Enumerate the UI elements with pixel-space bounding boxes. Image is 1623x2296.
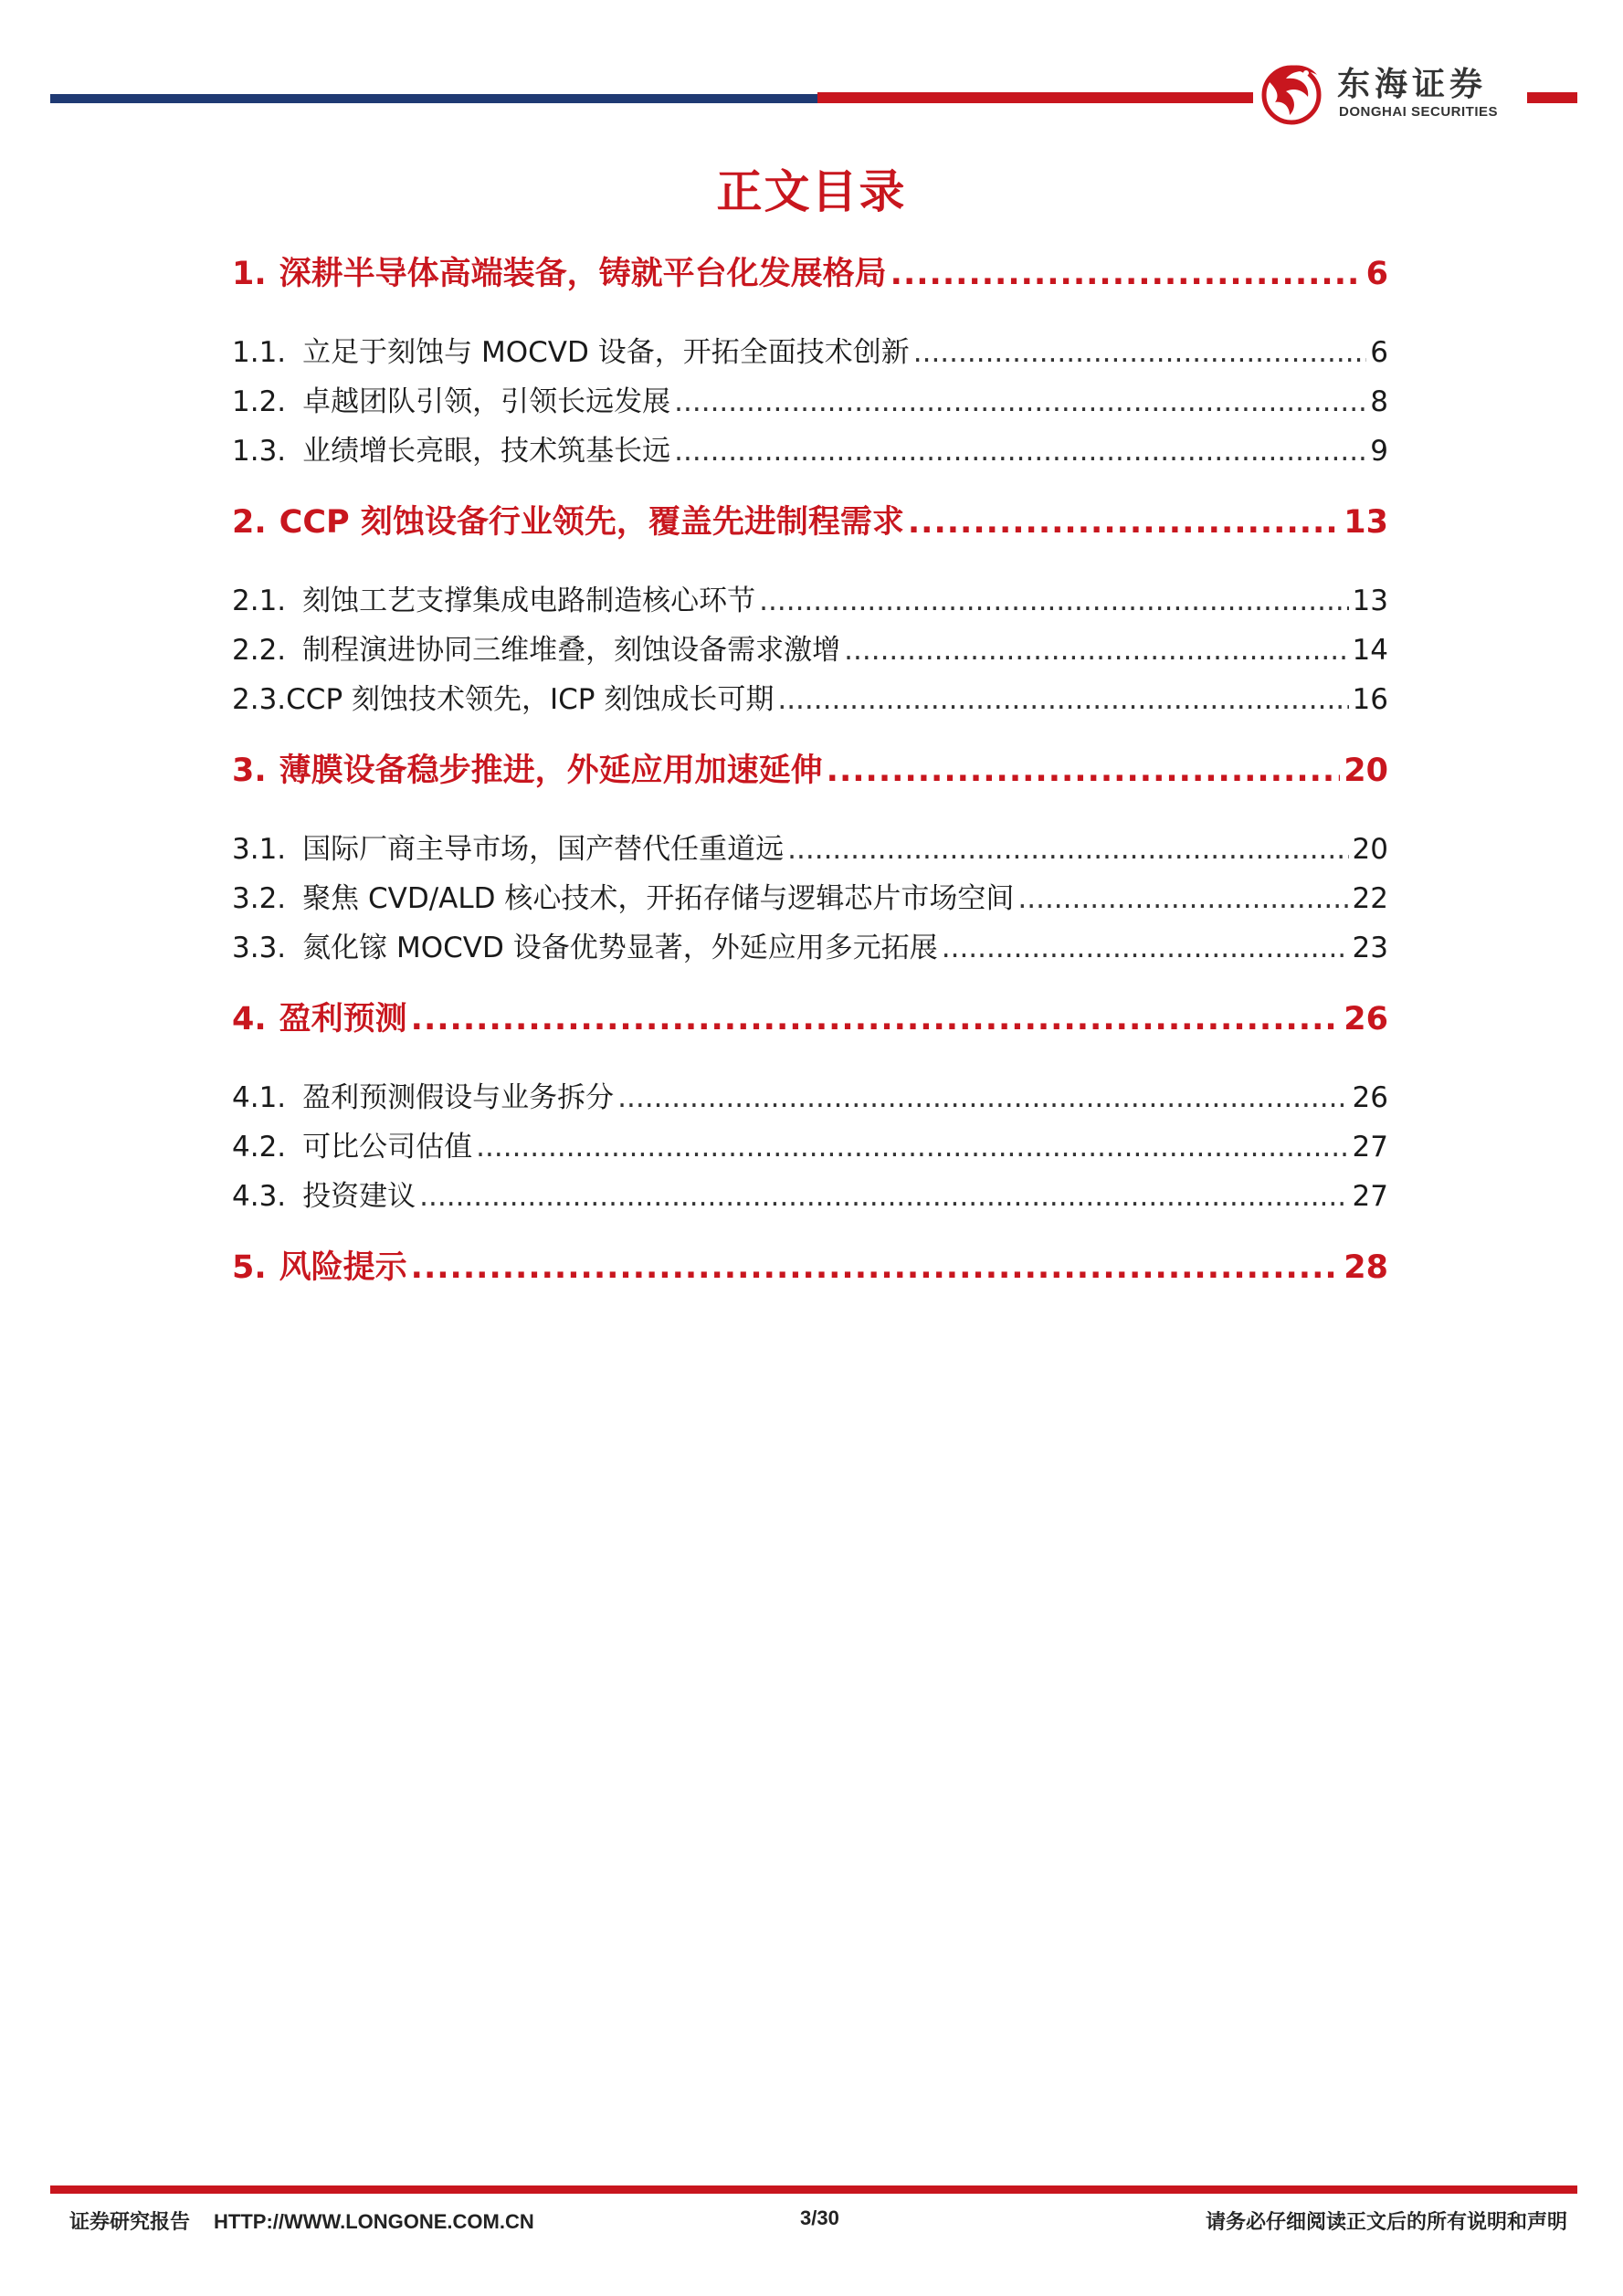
toc-leader-dots: [674, 385, 1366, 418]
toc-item-number: 2.3.: [232, 683, 287, 716]
toc-leader-dots: [913, 336, 1367, 369]
toc-item-title: 盈利预测假设与业务拆分: [302, 1081, 615, 1114]
toc-page-number: 16: [1352, 683, 1388, 716]
page-footer: [69, 2206, 1567, 2243]
toc-item-number: 1.1.: [232, 336, 287, 369]
toc-item-title: CCP 刻蚀技术领先，ICP 刻蚀成长可期: [286, 683, 775, 716]
toc-item-number: 4.3.: [232, 1180, 287, 1213]
toc-item-title: 业绩增长亮眼，技术筑基长远: [302, 435, 671, 468]
toc-section-5[interactable]: [232, 1242, 1388, 1288]
toc-item-title: 刻蚀工艺支撑集成电路制造核心环节: [302, 585, 756, 617]
toc-item-number: 4.1.: [232, 1081, 287, 1114]
toc-page-number: 20: [1344, 753, 1388, 789]
toc-leader-dots: [617, 1081, 1348, 1114]
toc-leader-dots: [777, 683, 1348, 716]
toc-page-number: 13: [1352, 585, 1388, 617]
toc-section-number: 1.: [232, 256, 267, 292]
toc-item-3-2[interactable]: [232, 875, 1388, 916]
toc-item-title: 可比公司估值: [302, 1131, 473, 1164]
toc-section-1[interactable]: [232, 248, 1388, 294]
report-type-label: 证券研究报告: [69, 2211, 191, 2234]
toc-leader-dots: [908, 504, 1340, 541]
website-link[interactable]: HTTP://WWW.LONGONE.COM.CN: [214, 2210, 534, 2233]
toc-page-number: 9: [1370, 435, 1388, 468]
toc-item-title: 制程演进协同三维堆叠，刻蚀设备需求激增: [302, 634, 841, 667]
toc-section-title: 薄膜设备稳步推进，外延应用加速延伸: [279, 753, 823, 789]
toc-section-title: 深耕半导体高端装备，铸就平台化发展格局: [279, 256, 887, 292]
toc-page-number: 6: [1365, 256, 1388, 292]
page-number: 3/30: [800, 2206, 839, 2229]
toc-item-4-2[interactable]: [232, 1123, 1388, 1164]
logo-english-name: DONGHAI SECURITIES: [1339, 104, 1499, 120]
page-title: 正文目录: [716, 165, 907, 218]
toc-item-2-1[interactable]: [232, 577, 1388, 618]
toc-section-3[interactable]: [232, 745, 1388, 791]
toc-page-number: 27: [1352, 1131, 1388, 1164]
toc-page-number: 28: [1344, 1249, 1388, 1286]
toc-section-4[interactable]: [232, 994, 1388, 1039]
toc-section-number: 4.: [232, 1001, 267, 1037]
footer-divider: [50, 2185, 1577, 2194]
toc-leader-dots: [1017, 882, 1348, 915]
toc-page-number: 27: [1352, 1180, 1388, 1213]
toc-page-number: 22: [1352, 882, 1388, 915]
toc-item-2-2[interactable]: [232, 627, 1388, 668]
toc-section-number: 5.: [232, 1249, 267, 1286]
toc-section-number: 2.: [232, 504, 267, 541]
dragon-emblem-icon: [1253, 55, 1330, 132]
toc-item-1-1[interactable]: [232, 329, 1388, 370]
toc-leader-dots: [411, 1001, 1341, 1037]
toc-item-4-1[interactable]: [232, 1074, 1388, 1115]
toc-section-number: 3.: [232, 753, 267, 789]
toc-item-1-2[interactable]: [232, 378, 1388, 419]
toc-leader-dots: [787, 833, 1348, 866]
toc-item-2-3[interactable]: [232, 676, 1388, 717]
toc-page-number: 13: [1344, 504, 1388, 541]
toc-item-number: 3.1.: [232, 833, 287, 866]
toc-page-number: 8: [1370, 385, 1388, 418]
toc-item-4-3[interactable]: [232, 1173, 1388, 1214]
toc-item-1-3[interactable]: [232, 427, 1388, 469]
toc-page-number: 26: [1352, 1081, 1388, 1114]
company-logo: [1253, 51, 1527, 133]
toc-item-number: 2.1.: [232, 585, 287, 617]
toc-item-number: 2.2.: [232, 634, 287, 667]
toc-item-number: 1.2.: [232, 385, 287, 418]
toc-leader-dots: [674, 435, 1366, 468]
toc-item-title: 投资建议: [302, 1180, 416, 1213]
toc-item-title: 国际厂商主导市场，国产替代任重道远: [302, 833, 785, 866]
toc-leader-dots: [476, 1131, 1348, 1164]
toc-item-title: 氮化镓 MOCVD 设备优势显著，外延应用多元拓展: [302, 932, 938, 964]
toc-page-number: 20: [1352, 833, 1388, 866]
toc-item-number: 3.2.: [232, 882, 287, 915]
toc-item-number: 1.3.: [232, 435, 287, 468]
toc-leader-dots: [419, 1180, 1348, 1213]
header-blue-stripe: [50, 94, 817, 103]
logo-chinese-name: 东海证券: [1337, 66, 1488, 103]
toc-leader-dots: [759, 585, 1348, 617]
toc-item-title: 卓越团队引领，引领长远发展: [302, 385, 671, 418]
toc-page-number: 6: [1370, 336, 1388, 369]
toc-item-3-3[interactable]: [232, 924, 1388, 965]
toc-section-title: 盈利预测: [279, 1001, 407, 1037]
toc-section-title: CCP 刻蚀设备行业领先，覆盖先进制程需求: [279, 504, 904, 541]
disclaimer-text: 请务必仔细阅读正文后的所有说明和声明: [1205, 2211, 1567, 2234]
toc-item-number: 4.2.: [232, 1131, 287, 1164]
toc-leader-dots: [411, 1249, 1341, 1286]
toc-page-number: 23: [1352, 932, 1388, 964]
toc-leader-dots: [891, 256, 1363, 292]
toc-section-2[interactable]: [232, 497, 1388, 542]
toc-item-3-1[interactable]: [232, 826, 1388, 867]
footer-left: [69, 2206, 534, 2235]
toc-section-title: 风险提示: [279, 1249, 407, 1286]
toc-item-number: 3.3.: [232, 932, 287, 964]
toc-leader-dots: [844, 634, 1348, 667]
toc-leader-dots: [827, 753, 1341, 789]
toc-page-number: 14: [1352, 634, 1388, 667]
toc-page-number: 26: [1344, 1001, 1388, 1037]
toc-item-title: 聚焦 CVD/ALD 核心技术，开拓存储与逻辑芯片市场空间: [302, 882, 1015, 915]
toc-item-title: 立足于刻蚀与 MOCVD 设备，开拓全面技术创新: [302, 336, 910, 369]
toc-leader-dots: [942, 932, 1349, 964]
